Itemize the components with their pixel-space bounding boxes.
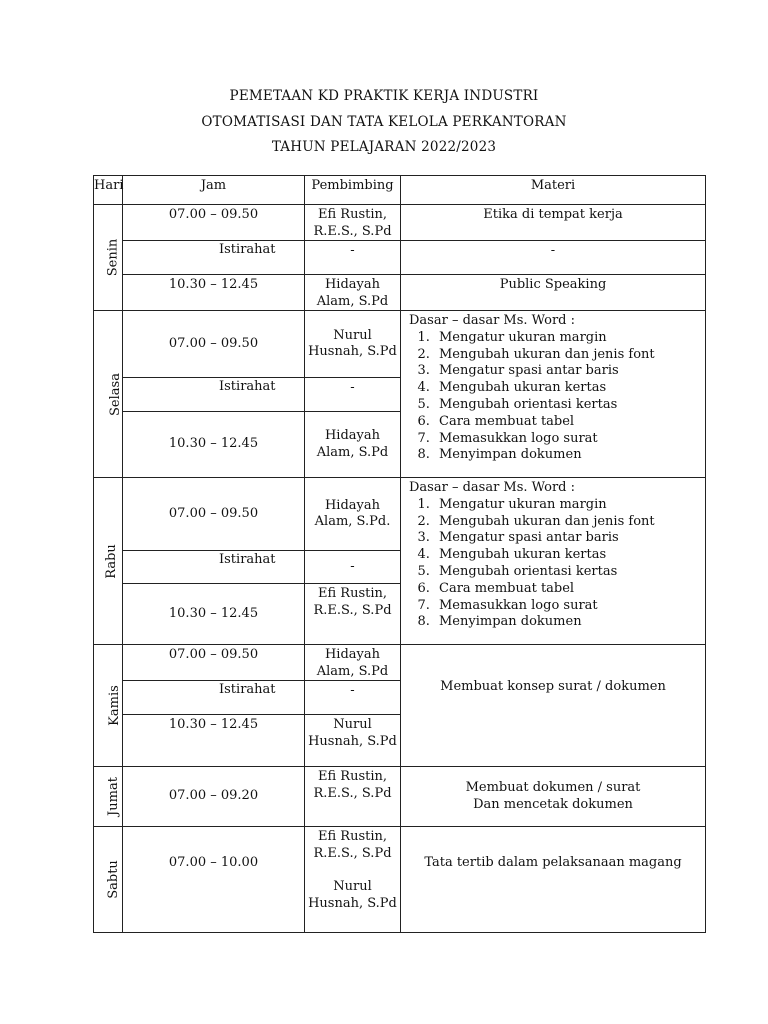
list-item: 3. Mengatur spasi antar baris (434, 363, 705, 380)
list-item: 6. Cara membuat tabel (434, 581, 705, 598)
materi-line: Dan mencetak dokumen (473, 796, 633, 812)
list-item: 2. Mengubah ukuran dan jenis font (434, 514, 705, 531)
jam-cell: 10.30 – 12.45 (123, 715, 305, 767)
table-row (94, 241, 706, 275)
materi-list (409, 330, 705, 464)
pembimbing-cell: Hidayah Alam, S.Pd (305, 412, 401, 478)
pembimbing-cell: Efi Rustin, R.E.S., S.Pd (305, 584, 401, 645)
day-cell-selasa (94, 311, 123, 478)
table-row (94, 645, 706, 681)
header-row (94, 176, 706, 205)
table-row (94, 767, 706, 827)
materi-cell-kamis: Membuat konsep surat / dokumen (401, 645, 706, 767)
materi-line: Membuat dokumen / surat (465, 780, 641, 795)
pembimbing-name: Efi Rustin, R.E.S., S.Pd (313, 829, 392, 861)
schedule-table (93, 175, 706, 933)
jam-cell: 07.00 – 09.20 (123, 767, 305, 827)
list-item: 3. Mengatur spasi antar baris (434, 530, 705, 547)
jam-cell: 10.30 – 12.45 (123, 584, 305, 645)
day-cell-sabtu (94, 827, 123, 933)
list-item: 5. Mengubah orientasi kertas (434, 564, 705, 581)
jam-cell-istirahat: Istirahat (123, 681, 305, 715)
materi-cell-selasa (401, 311, 706, 478)
pembimbing-cell: - (305, 378, 401, 412)
pembimbing-cell (305, 827, 401, 933)
pembimbing-cell: Hidayah Alam, S.Pd. (305, 478, 401, 551)
header-jam: Jam (123, 176, 305, 205)
day-label: Senin (105, 238, 121, 277)
table-row (94, 311, 706, 378)
materi-cell-rabu (401, 478, 706, 645)
jam-cell: 07.00 – 09.50 (123, 205, 305, 241)
materi-heading: Dasar – dasar Ms. Word : (409, 313, 576, 328)
day-label: Sabtu (105, 860, 121, 899)
list-item: 8. Menyimpan dokumen (434, 614, 705, 631)
jam-cell: 07.00 – 10.00 (123, 827, 305, 933)
day-label: Rabu (103, 543, 119, 579)
day-label: Jumat (105, 777, 121, 816)
list-item: 5. Mengubah orientasi kertas (434, 397, 705, 414)
day-cell-senin (94, 205, 123, 311)
pembimbing-cell: - (305, 551, 401, 584)
jam-cell: 07.00 – 09.50 (123, 311, 305, 378)
jam-cell: 07.00 – 09.50 (123, 645, 305, 681)
pembimbing-cell: Hidayah Alam, S.Pd (305, 645, 401, 681)
list-item: 1. Mengatur ukuran margin (434, 330, 705, 347)
jam-cell: 10.30 – 12.45 (123, 412, 305, 478)
pembimbing-cell: Efi Rustin, R.E.S., S.Pd (305, 205, 401, 241)
materi-cell: Public Speaking (401, 275, 706, 311)
list-item: 4. Mengubah ukuran kertas (434, 547, 705, 564)
pembimbing-cell: Hidayah Alam, S.Pd (305, 275, 401, 311)
day-label: Kamis (106, 685, 122, 726)
list-item: 1. Mengatur ukuran margin (434, 497, 705, 514)
document-title-line-2: OTOMATISASI DAN TATA KELOLA PERKANTORAN (201, 114, 567, 130)
pembimbing-cell: Nurul Husnah, S.Pd (305, 715, 401, 767)
jam-cell-istirahat: Istirahat (123, 551, 305, 584)
list-item: 6. Cara membuat tabel (434, 414, 705, 431)
jam-cell-istirahat: Istirahat (123, 241, 305, 275)
list-item: 7. Memasukkan logo surat (434, 431, 705, 448)
materi-heading: Dasar – dasar Ms. Word : (409, 480, 576, 495)
jam-cell: 10.30 – 12.45 (123, 275, 305, 311)
materi-list (409, 497, 705, 631)
day-label: Selasa (107, 372, 123, 416)
pembimbing-cell: - (305, 681, 401, 715)
header-materi: Materi (401, 176, 706, 205)
table-row (94, 275, 706, 311)
materi-cell: Etika di tempat kerja (401, 205, 706, 241)
pembimbing-name: Nurul Husnah, S.Pd (308, 879, 397, 911)
day-cell-rabu (94, 478, 123, 645)
list-item: 7. Memasukkan logo surat (434, 598, 705, 615)
table-row (94, 205, 706, 241)
list-item: 2. Mengubah ukuran dan jenis font (434, 347, 705, 364)
jam-cell: 07.00 – 09.50 (123, 478, 305, 551)
materi-cell: - (401, 241, 706, 275)
header-hari: Hari (94, 176, 123, 205)
jam-cell-istirahat: Istirahat (123, 378, 305, 412)
list-item: 4. Mengubah ukuran kertas (434, 380, 705, 397)
header-pembimbing: Pembimbing (305, 176, 401, 205)
pembimbing-cell: Nurul Husnah, S.Pd (305, 311, 401, 378)
day-cell-jumat (94, 767, 123, 827)
table-row (94, 827, 706, 933)
pembimbing-cell: - (305, 241, 401, 275)
document-title-line-1: PEMETAAN KD PRAKTIK KERJA INDUSTRI (229, 88, 539, 104)
materi-cell-sabtu: Tata tertib dalam pelaksanaan magang (401, 827, 706, 933)
pembimbing-cell: Efi Rustin, R.E.S., S.Pd (305, 767, 401, 827)
table-row (94, 478, 706, 551)
day-cell-kamis (94, 645, 123, 767)
document-title-line-3: TAHUN PELAJARAN 2022/2023 (271, 139, 497, 155)
materi-cell-jumat (401, 767, 706, 827)
list-item: 8. Menyimpan dokumen (434, 447, 705, 464)
